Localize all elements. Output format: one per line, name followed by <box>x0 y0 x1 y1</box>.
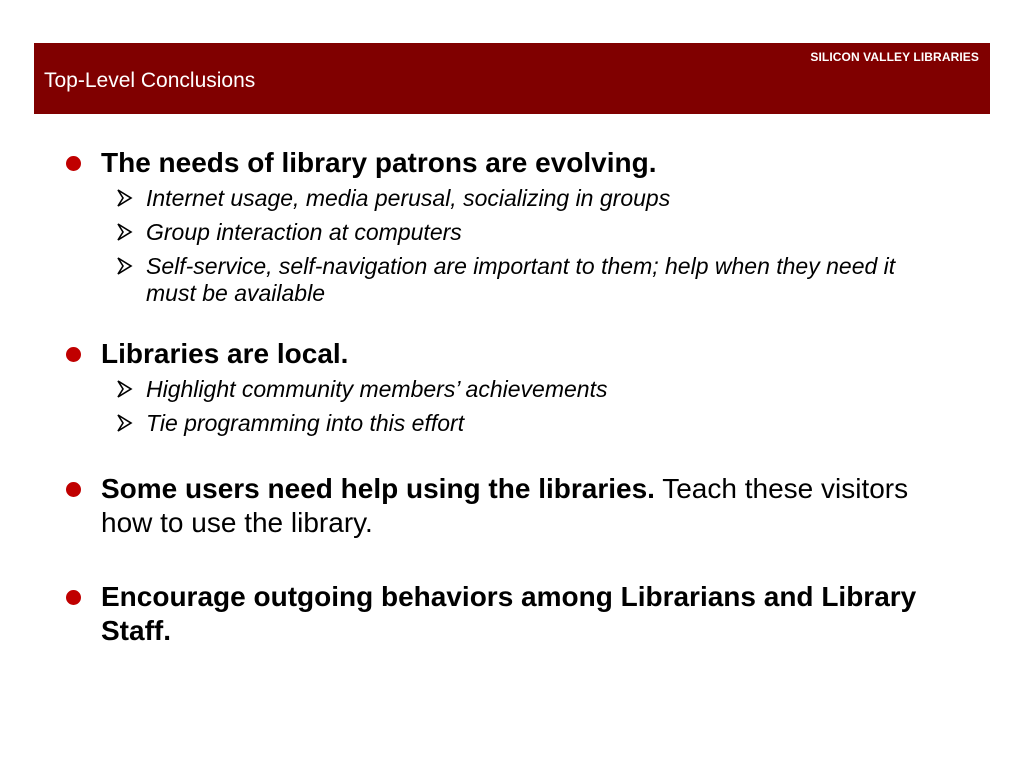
sub-bullet-item <box>64 376 944 403</box>
sub-bullet-text: Self-service, self-navigation are important to them; help when they need it must be available <box>146 253 896 306</box>
red-dot-bullet-icon <box>66 156 81 171</box>
bullet-group <box>64 146 944 307</box>
sub-bullet-list <box>64 185 944 307</box>
sub-bullet-item <box>64 410 944 437</box>
brand-label: SILICON VALLEY LIBRARIES <box>810 50 979 64</box>
sub-bullet-text: Group interaction at computers <box>146 219 462 245</box>
bullet-item <box>64 580 944 648</box>
sub-bullet-text: Highlight community members’ achievements <box>146 376 608 402</box>
arrowhead-bullet-icon <box>116 255 134 277</box>
bullet-bold-text: Encourage outgoing behaviors among Librarians and Library Staff. <box>101 581 917 646</box>
bullet-bold-text: Some users need help using the libraries. <box>101 473 655 504</box>
header-band <box>34 43 990 114</box>
bullet-group <box>64 337 944 437</box>
sub-bullet-item <box>64 185 944 212</box>
sub-bullet-item <box>64 253 944 307</box>
red-dot-bullet-icon <box>66 482 81 497</box>
red-dot-bullet-icon <box>66 590 81 605</box>
bullet-group <box>64 580 944 648</box>
bullet-item <box>64 337 944 371</box>
arrowhead-bullet-icon <box>116 378 134 400</box>
arrowhead-bullet-icon <box>116 412 134 434</box>
sub-bullet-item <box>64 219 944 246</box>
bullet-item <box>64 146 944 180</box>
arrowhead-bullet-icon <box>116 187 134 209</box>
sub-bullet-list <box>64 376 944 437</box>
bullet-item <box>64 472 944 540</box>
bullet-bold-text: The needs of library patrons are evolving. <box>101 147 657 178</box>
sub-bullet-text: Internet usage, media perusal, socializing in groups <box>146 185 671 211</box>
bullet-bold-text: Libraries are local. <box>101 338 349 369</box>
slide-body <box>64 146 944 648</box>
bullet-normal-text: Teach these visitors how to use the library. <box>101 473 909 538</box>
sub-bullet-text: Tie programming into this effort <box>146 410 465 436</box>
arrowhead-bullet-icon <box>116 221 134 243</box>
red-dot-bullet-icon <box>66 347 81 362</box>
bullet-group <box>64 472 944 540</box>
slide-title: Top-Level Conclusions <box>44 69 256 92</box>
